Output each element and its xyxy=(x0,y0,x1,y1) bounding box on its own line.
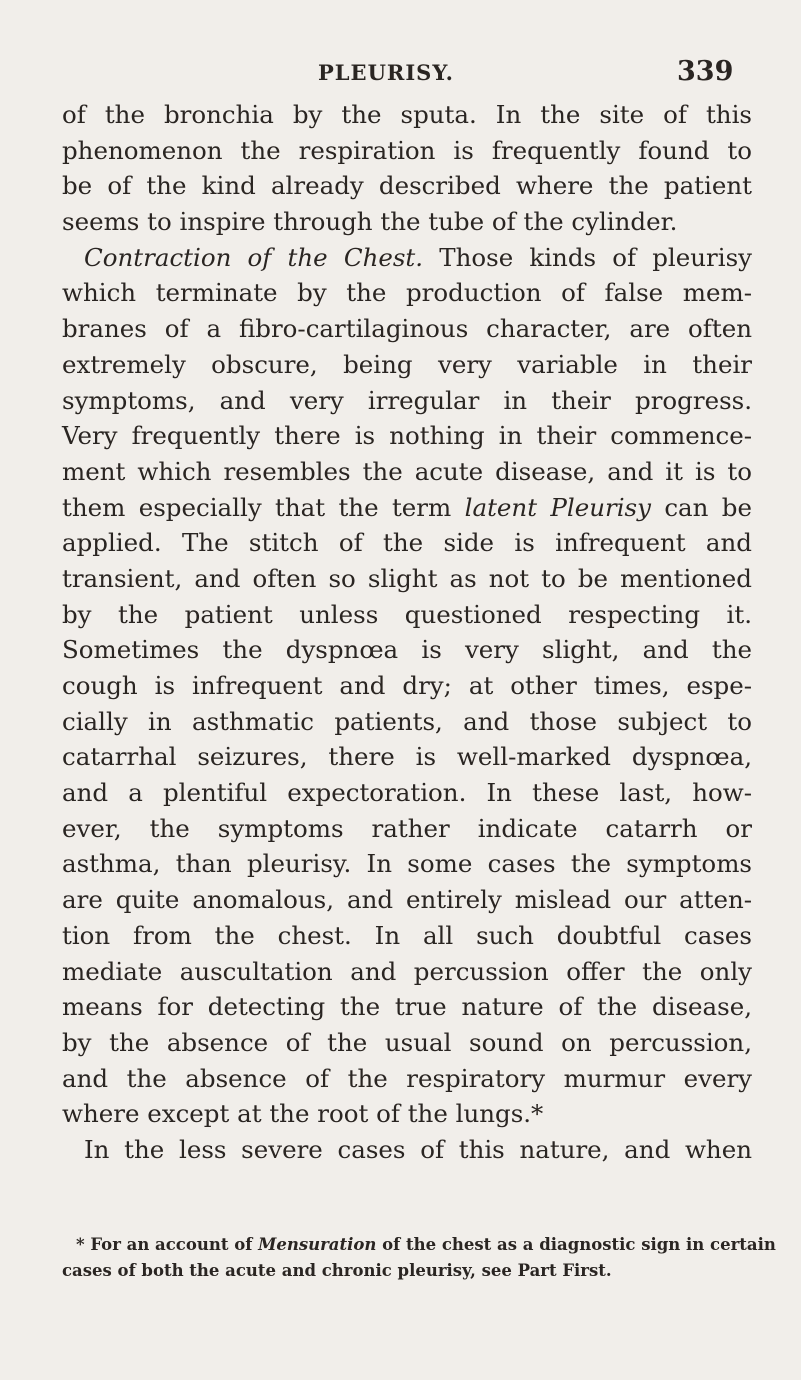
text-line: branes of a fibro-cartilaginous character, are often xyxy=(62,314,752,344)
running-title: PLEURISY. xyxy=(318,60,454,85)
text-line: symptoms, and very irregular in their progress. xyxy=(62,385,752,415)
text-line xyxy=(62,490,752,526)
text-line: ever, the symptoms rather indicate catarrh or xyxy=(62,813,752,843)
text-line: by the absence of the usual sound on percussion, xyxy=(62,1027,752,1057)
text-line: Sometimes the dyspnœa is very slight, and the xyxy=(62,635,752,665)
text-span: of the chest as a diagnostic sign in certain xyxy=(376,1235,776,1254)
text-line: catarrhal seizures, there is well-marked dyspnœa, xyxy=(62,742,752,772)
text-line: which terminate by the production of false mem- xyxy=(62,278,752,308)
footnote-line xyxy=(62,1232,776,1258)
text-line: extremely obscure, being very variable in their xyxy=(62,349,752,379)
text-line: Very frequently there is nothing in their commence- xyxy=(62,421,752,451)
footnote-line: cases of both the acute and chronic pleurisy, see Part First. xyxy=(62,1261,612,1280)
text-line: cially in asthmatic patients, and those subject to xyxy=(62,706,752,736)
text-span: them especially that the term xyxy=(62,492,465,522)
text-line: applied. The stitch of the side is infrequent and xyxy=(62,528,752,558)
text-line: phenomenon the respiration is frequently found to xyxy=(62,135,752,165)
section-heading: Contraction of the Chest. xyxy=(84,242,424,272)
text-line: and the absence of the respiratory murmur every xyxy=(62,1063,752,1093)
text-line: of the bronchia by the sputa. In the site of this xyxy=(62,100,752,129)
text-line: are quite anomalous, and entirely mislead our atten- xyxy=(62,885,752,915)
text-span: * For an account of xyxy=(76,1235,259,1254)
text-line: mediate auscultation and percussion offer the only xyxy=(62,956,752,986)
text-line: ment which resembles the acute disease, and it is to xyxy=(62,456,752,486)
text-line: transient, and often so slight as not to be mentioned xyxy=(62,563,752,593)
emphasis-mensuration: Mensuration xyxy=(258,1235,377,1254)
text-line: be of the kind already described where the patient xyxy=(62,171,752,201)
text-line: In the less severe cases of this nature, and when xyxy=(84,1134,752,1164)
emphasis-latent-pleurisy: latent Pleurisy xyxy=(464,492,651,522)
text-line: seems to inspire through the tube of the cylinder. xyxy=(62,207,678,237)
text-line: asthma, than pleurisy. In some cases the symptoms xyxy=(62,849,752,879)
page-number: 339 xyxy=(677,56,734,87)
text-line: and a plentiful expectoration. In these last, how- xyxy=(62,778,752,808)
text-line: tion from the chest. In all such doubtful cases xyxy=(62,920,752,950)
text-line: by the patient unless questioned respecting it. xyxy=(62,599,752,629)
text-line: means for detecting the true nature of the disease, xyxy=(62,992,752,1022)
text-span: can be xyxy=(650,492,752,522)
text-line: where except at the root of the lungs.* xyxy=(62,1099,544,1129)
text-span: Those kinds of pleurisy xyxy=(423,242,753,272)
footnote xyxy=(62,1232,776,1284)
section-heading-line xyxy=(62,240,752,276)
text-line: cough is infrequent and dry; at other times, espe- xyxy=(62,671,752,700)
body-text xyxy=(62,97,752,1168)
